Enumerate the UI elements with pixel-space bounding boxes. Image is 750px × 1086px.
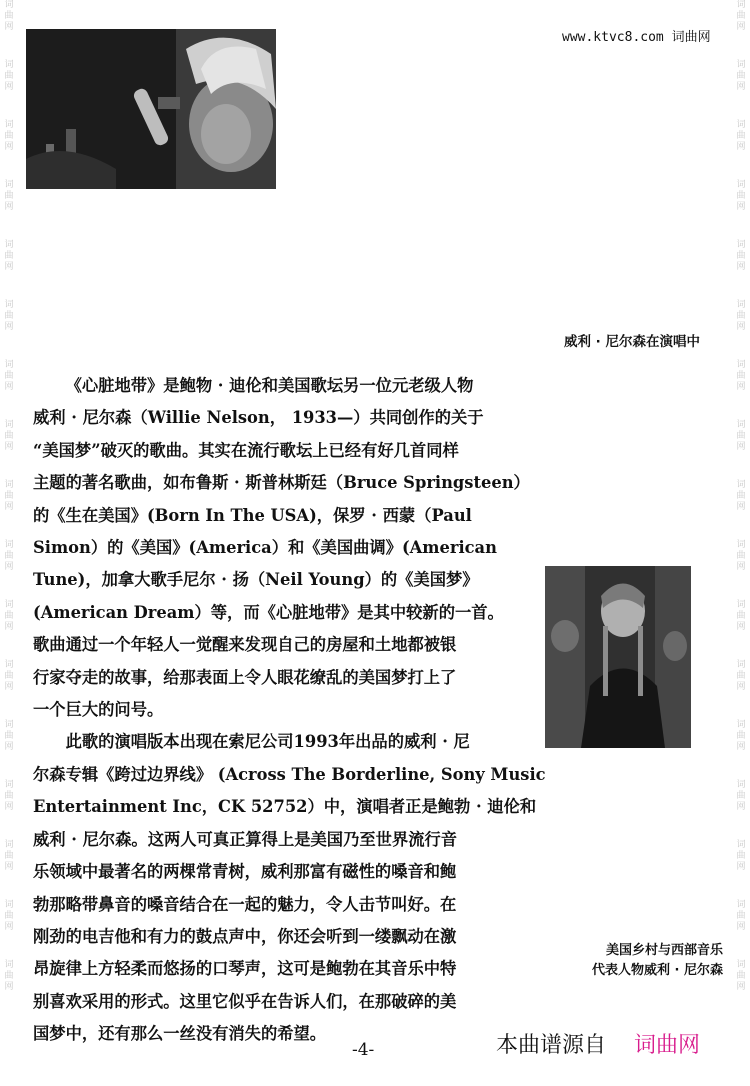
watermark-stamp: 词 曲 网 [4, 300, 14, 332]
watermark-stamp: 词 曲 网 [4, 420, 14, 452]
singer-photo-bottom [545, 566, 691, 748]
source-label: 本曲谱源自 [496, 1033, 607, 1058]
article-line: Tune)，加拿大歌手尼尔 · 扬（Neil Young）的《美国梦》 [33, 570, 479, 590]
watermark-stamp: 词 曲 网 [736, 720, 746, 752]
article-line: 此歌的演唱版本出现在索尼公司1993年出品的威利 · 尼 [65, 732, 470, 752]
watermark-stamp: 词 曲 网 [736, 420, 746, 452]
watermark-stamp: 词 曲 网 [4, 180, 14, 212]
watermark-left [2, 0, 16, 1086]
watermark-stamp: 词 曲 网 [4, 0, 14, 32]
watermark-stamp: 词 曲 网 [4, 780, 14, 812]
watermark-stamp: 词 曲 网 [4, 480, 14, 512]
watermark-stamp: 词 曲 网 [4, 720, 14, 752]
page-number: -4- [352, 1040, 375, 1060]
watermark-stamp: 词 曲 网 [4, 600, 14, 632]
watermark-stamp: 词 曲 网 [736, 900, 746, 932]
watermark-stamp: 词 曲 网 [736, 780, 746, 812]
watermark-stamp: 词 曲 网 [4, 840, 14, 872]
watermark-stamp: 词 曲 网 [736, 840, 746, 872]
article-line: 刚劲的电吉他和有力的鼓点声中，你还会听到一缕飘动在激 [33, 926, 457, 946]
watermark-stamp: 词 曲 网 [736, 600, 746, 632]
watermark-stamp: 词 曲 网 [736, 960, 746, 992]
caption-line: 美国乡村与西部音乐 [605, 943, 723, 958]
watermark-stamp: 词 曲 网 [4, 660, 14, 692]
article-line: 尔森专辑《跨过边界线》 (Across The Borderline, Sony Music [33, 764, 546, 784]
article-line: Simon）的《美国》(America）和《美国曲调》(American [33, 538, 497, 558]
article-line: Entertainment Inc，CK 52752）中，演唱者正是鲍勃 · 迪伦和 [33, 797, 537, 817]
article-line: 一个巨大的问号。 [33, 700, 164, 720]
article-line: 《心脏地带》是鲍物 · 迪伦和美国歌坛另一位元老级人物 [65, 376, 474, 395]
article-line: 的《生在美国》(Born In The USA)，保罗 · 西蒙（Paul [33, 505, 472, 525]
photo-caption-bottom [545, 941, 723, 981]
watermark-stamp: 词 曲 网 [736, 120, 746, 152]
watermark-stamp: 词 曲 网 [736, 180, 746, 212]
caption-line: 代表人物威利 · 尼尔森 [592, 963, 723, 978]
photo-caption-top: 威利 · 尼尔森在演唱中 [563, 334, 700, 350]
article-line: 歌曲通过一个年轻人一觉醒来发现自己的房屋和土地都被银 [33, 635, 457, 655]
article-line: 勃那略带鼻音的嗓音结合在一起的魅力，令人击节叫好。在 [33, 894, 457, 914]
watermark-stamp: 词 曲 网 [736, 660, 746, 692]
article-line: 乐领域中最著名的两棵常青树，威利那富有磁性的嗓音和鲍 [33, 862, 457, 882]
article-line: (American Dream）等，而《心脏地带》是其中较新的一首。 [33, 602, 504, 622]
watermark-stamp: 词 曲 网 [4, 120, 14, 152]
watermark-stamp: 词 曲 网 [4, 540, 14, 572]
watermark-stamp: 词 曲 网 [4, 960, 14, 992]
article-line: 威利 · 尼尔森（Willie Nelson， 1933—）共同创作的关于 [33, 408, 484, 428]
article-line: 国梦中，还有那么一丝没有消失的希望。 [33, 1024, 327, 1044]
watermark-stamp: 词 曲 网 [736, 360, 746, 392]
watermark-stamp: 词 曲 网 [736, 60, 746, 92]
watermark-stamp: 词 曲 网 [736, 0, 746, 32]
source-site-link[interactable]: 词曲网 [634, 1033, 701, 1058]
article-line: “美国梦”破灭的歌曲。其实在流行歌坛上已经有好几首同样 [33, 440, 459, 460]
article-line: 别喜欢采用的形式。这里它似乎在告诉人们，在那破碎的美 [33, 991, 457, 1011]
watermark-stamp: 词 曲 网 [736, 300, 746, 332]
watermark-stamp: 词 曲 网 [4, 240, 14, 272]
watermark-stamp: 词 曲 网 [736, 480, 746, 512]
watermark-stamp: 词 曲 网 [4, 900, 14, 932]
singer-photo-top [26, 29, 276, 189]
watermark-stamp: 词 曲 网 [4, 60, 14, 92]
watermark-stamp: 词 曲 网 [736, 540, 746, 572]
watermark-stamp: 词 曲 网 [4, 360, 14, 392]
watermark-right [734, 0, 748, 1086]
article-line: 昂旋律上方轻柔而悠扬的口琴声，这可是鲍勃在其音乐中特 [33, 959, 457, 979]
article-line: 威利 · 尼尔森。这两人可真正算得上是美国乃至世界流行音 [33, 829, 458, 849]
watermark-stamp: 词 曲 网 [736, 240, 746, 272]
article-line: 行家夺走的故事，给那表面上令人眼花缭乱的美国梦打上了 [33, 667, 457, 687]
article-body [33, 370, 546, 1051]
site-url[interactable]: www.ktvc8.com 词曲网 [562, 30, 711, 45]
article-line: 主题的著名歌曲，如布鲁斯 · 斯普林斯廷（Bruce Springsteen） [33, 473, 530, 493]
